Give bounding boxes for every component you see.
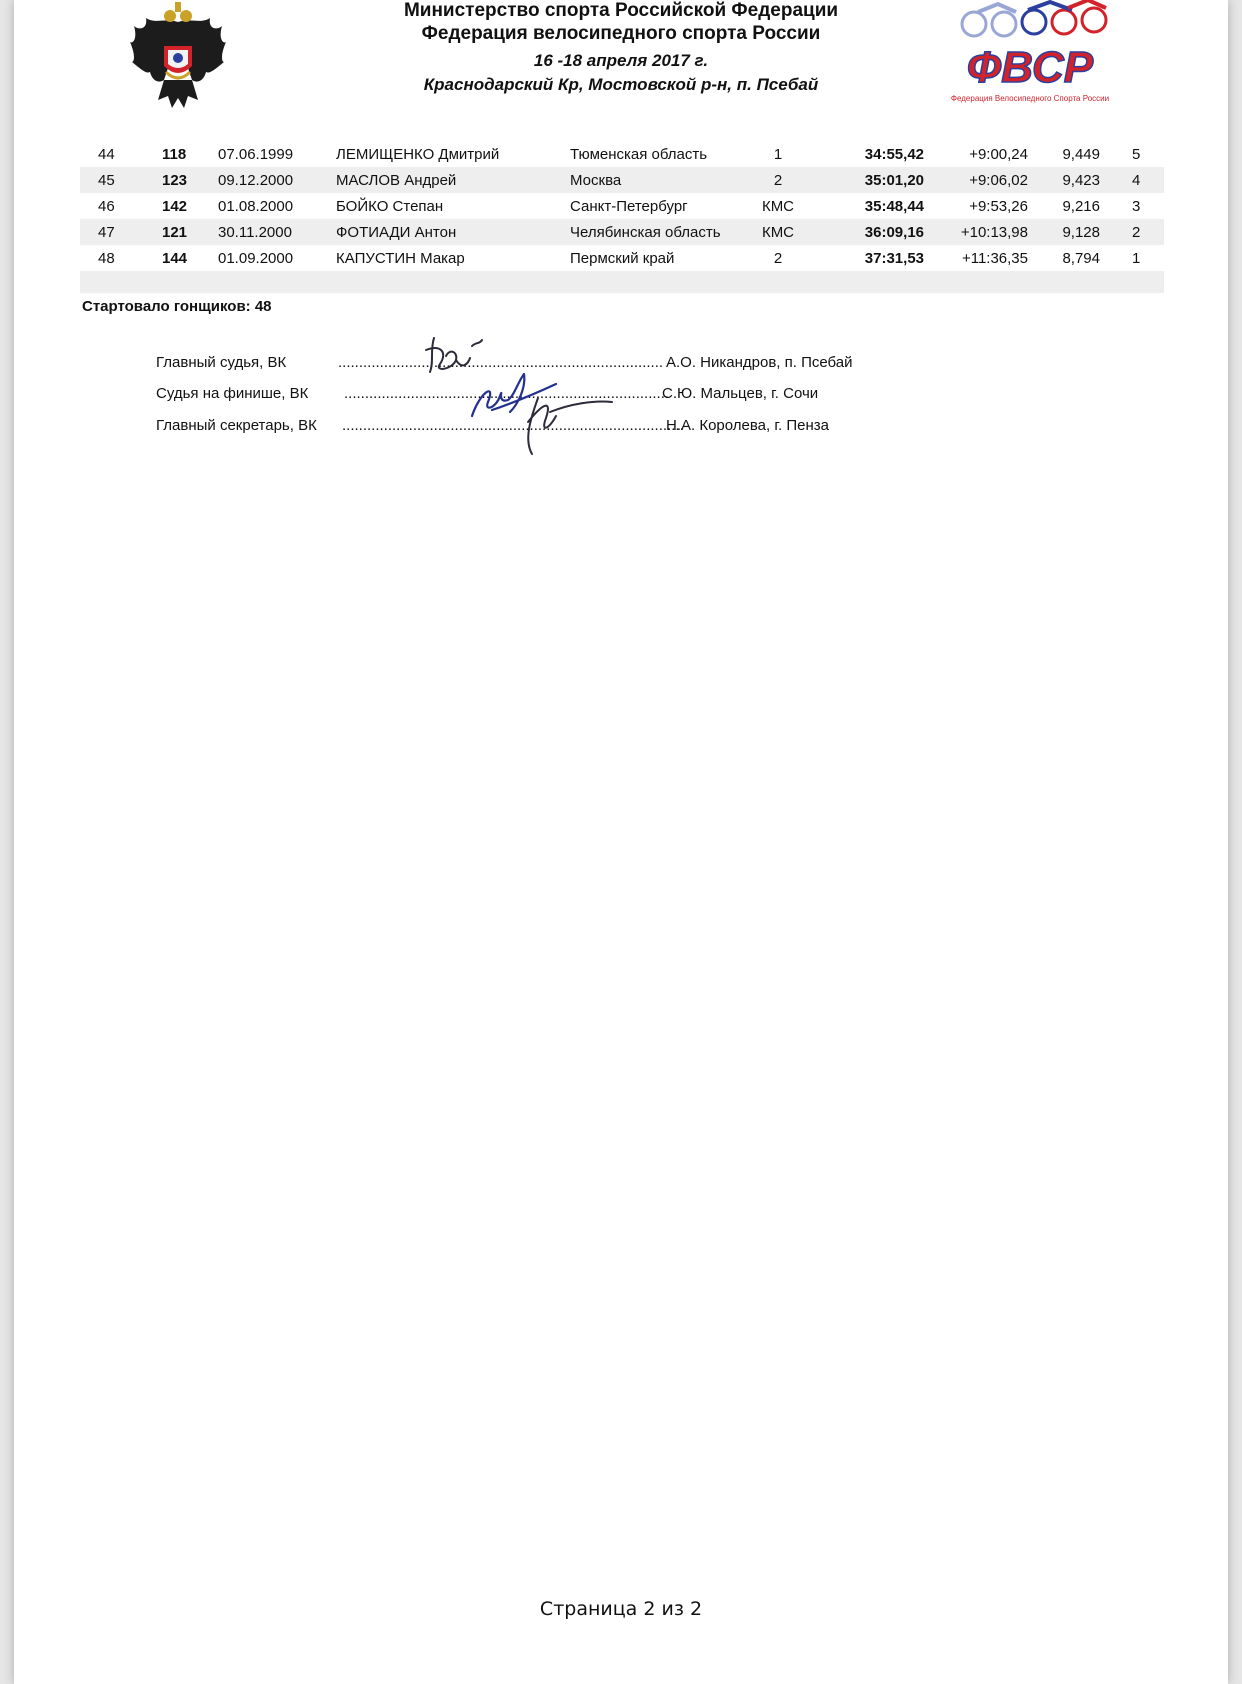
place-cell: 46 bbox=[98, 198, 115, 215]
riders-started bbox=[82, 298, 272, 315]
official-role: Главный судья, ВК bbox=[156, 354, 287, 371]
fvsr-logo-text: ФВСР bbox=[966, 43, 1094, 92]
birth-date-cell: 30.11.2000 bbox=[218, 224, 292, 241]
speed-cell: 9,216 bbox=[1062, 198, 1100, 215]
ministry-title: Министерство спорта Российской Федерации bbox=[403, 0, 839, 21]
sport-rank-cell: 2 bbox=[773, 172, 783, 189]
place-cell: 47 bbox=[98, 224, 115, 241]
table-row bbox=[80, 167, 1164, 193]
finish-judge-signature bbox=[472, 374, 556, 416]
signature-dotted-line: .................................................................................. bbox=[342, 417, 684, 434]
bib-number-cell: 123 bbox=[162, 172, 188, 189]
fvsr-logo bbox=[938, 0, 1122, 108]
riders-started-count: 48 bbox=[254, 298, 272, 315]
sport-rank-cell: КМС bbox=[761, 198, 795, 215]
official-name: Н.А. Королева, г. Пенза bbox=[666, 417, 829, 434]
finish-time-cell: 35:01,20 bbox=[864, 172, 924, 189]
time-gap-cell: +11:36,35 bbox=[961, 250, 1028, 267]
sport-rank-cell: 2 bbox=[773, 250, 783, 267]
time-gap-cell: +10:13,98 bbox=[960, 224, 1028, 241]
bib-number-cell: 144 bbox=[162, 250, 188, 267]
cyclists-graphic bbox=[962, 0, 1106, 36]
region-cell: Пермский край bbox=[570, 250, 675, 267]
sport-rank-cell: 1 bbox=[773, 146, 783, 163]
sport-rank-cell: КМС bbox=[761, 224, 795, 241]
finish-time-cell: 36:09,16 bbox=[864, 224, 924, 241]
finish-time-cell: 37:31,53 bbox=[864, 250, 924, 267]
results-table bbox=[80, 141, 1164, 293]
place-cell: 44 bbox=[98, 146, 115, 163]
table-row bbox=[80, 193, 1164, 219]
table-footer-band bbox=[80, 271, 1164, 293]
points-cell: 4 bbox=[1132, 172, 1141, 189]
points-cell: 5 bbox=[1132, 146, 1141, 163]
rider-name-cell: ЛЕМИЩЕНКО Дмитрий bbox=[336, 146, 500, 163]
rider-name-cell: БОЙКО Степан bbox=[336, 198, 444, 215]
event-location: Краснодарский Кр, Мостовской р-н, п. Псебай bbox=[423, 75, 819, 94]
points-cell: 2 bbox=[1132, 224, 1141, 241]
speed-cell: 8,794 bbox=[1062, 250, 1100, 267]
region-cell: Санкт-Петербург bbox=[570, 198, 688, 215]
chief-judge-signature bbox=[426, 338, 482, 372]
bib-number-cell: 118 bbox=[162, 146, 187, 163]
birth-date-cell: 01.09.2000 bbox=[218, 250, 294, 267]
official-name: С.Ю. Мальцев, г. Сочи bbox=[662, 385, 819, 402]
official-name: А.О. Никандров, п. Псебай bbox=[666, 354, 853, 371]
region-cell: Челябинская область bbox=[570, 224, 721, 241]
official-role: Судья на финише, ВК bbox=[156, 385, 309, 402]
event-dates: 16 -18 апреля 2017 г. bbox=[533, 51, 709, 70]
handwritten-signatures bbox=[400, 330, 660, 465]
birth-date-cell: 09.12.2000 bbox=[218, 172, 294, 189]
region-cell: Москва bbox=[570, 172, 622, 189]
finish-time-cell: 34:55,42 bbox=[864, 146, 924, 163]
page-number: Страница 2 из 2 bbox=[539, 1598, 703, 1620]
time-gap-cell: +9:53,26 bbox=[969, 198, 1028, 215]
place-cell: 48 bbox=[98, 250, 115, 267]
rider-name-cell: ФОТИАДИ Антон bbox=[336, 224, 457, 241]
rider-name-cell: МАСЛОВ Андрей bbox=[336, 172, 457, 189]
place-cell: 45 bbox=[98, 172, 115, 189]
speed-cell: 9,449 bbox=[1062, 146, 1100, 163]
speed-cell: 9,423 bbox=[1062, 172, 1100, 189]
speed-cell: 9,128 bbox=[1062, 224, 1100, 241]
bib-number-cell: 121 bbox=[162, 224, 188, 241]
official-role: Главный секретарь, ВК bbox=[156, 417, 317, 434]
signature-dotted-line: .............................................................................. bbox=[338, 354, 664, 371]
federation-title: Федерация велосипедного спорта России bbox=[421, 23, 821, 44]
fvsr-logo-subtitle: Федерация Велосипедного Спорта России bbox=[950, 94, 1110, 103]
table-row bbox=[80, 245, 1164, 271]
birth-date-cell: 07.06.1999 bbox=[218, 146, 294, 163]
time-gap-cell: +9:00,24 bbox=[969, 146, 1028, 163]
birth-date-cell: 01.08.2000 bbox=[218, 198, 294, 215]
region-cell: Тюменская область bbox=[570, 146, 708, 163]
riders-started-label: Стартовало гонщиков: bbox=[82, 298, 251, 315]
table-row bbox=[80, 141, 1164, 167]
points-cell: 3 bbox=[1132, 198, 1141, 215]
signature-dotted-line: .............................................................................. bbox=[344, 385, 670, 402]
time-gap-cell: +9:06,02 bbox=[969, 172, 1028, 189]
rider-name-cell: КАПУСТИН Макар bbox=[336, 250, 465, 267]
bib-number-cell: 142 bbox=[162, 198, 188, 215]
table-row bbox=[80, 219, 1164, 245]
chief-secretary-signature bbox=[528, 398, 612, 454]
points-cell: 1 bbox=[1132, 250, 1141, 267]
finish-time-cell: 35:48,44 bbox=[864, 198, 924, 215]
